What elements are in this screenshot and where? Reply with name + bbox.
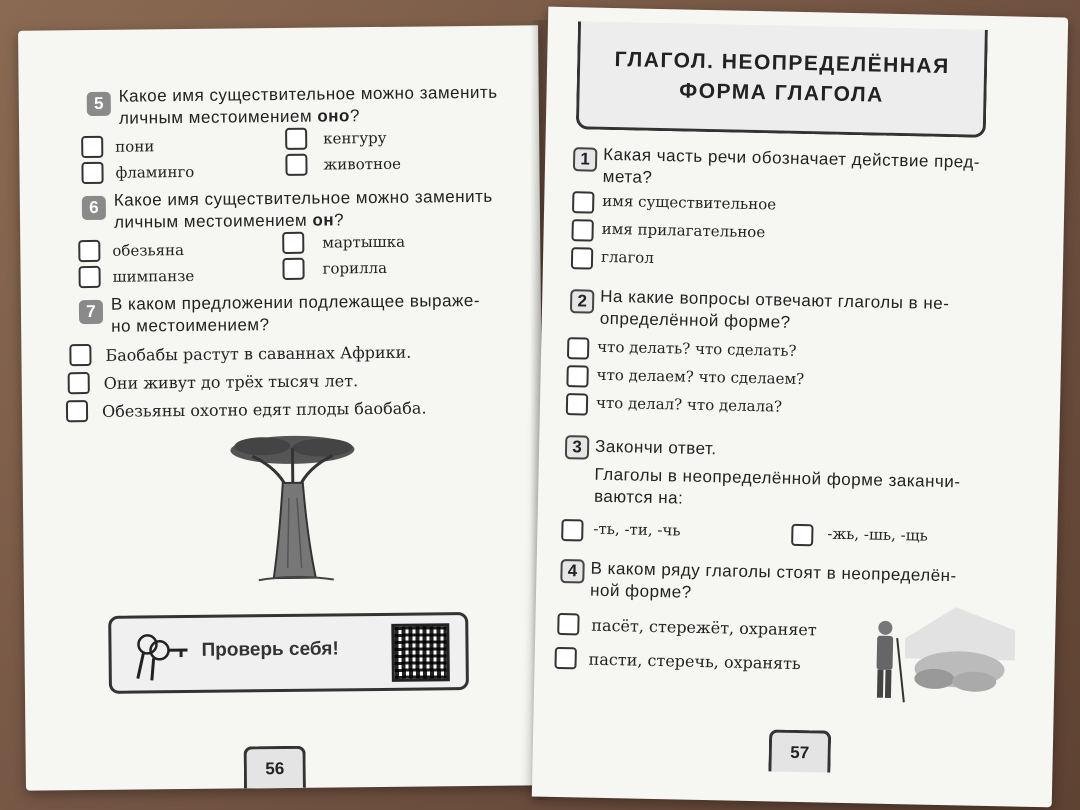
q6-option-1-checkbox[interactable] [78,240,100,262]
q7-option-3-checkbox[interactable] [66,400,88,422]
question-1-text [603,144,1024,197]
question-4-line-2: ной форме? [589,580,692,602]
question-3-sub-line-1: Глаголы в неопределённой форме заканчи- [594,464,961,492]
q2-option-1-label: что делать? что сделать? [597,337,797,360]
check-yourself-box[interactable] [108,612,469,694]
q2-option-3-checkbox[interactable] [566,393,588,415]
q7-option-2-checkbox[interactable] [68,372,90,394]
question-6-mark: ? [333,210,345,230]
question-7-text [111,289,521,337]
q1-option-3-label: глагол [600,247,655,267]
q6-option-3-label: шимпанзе [112,266,195,286]
question-3-number: 3 [565,435,589,459]
q6-option-4-checkbox[interactable] [282,258,304,280]
q5-option-1-label: пони [115,137,155,156]
qr-code-icon[interactable] [391,623,450,682]
q5-option-1-checkbox[interactable] [81,136,103,158]
page-number-right: 57 [768,729,831,772]
q3-option-2-checkbox[interactable] [791,524,813,546]
q6-option-2-checkbox[interactable] [282,232,304,254]
baobab-tree-illustration [222,427,364,588]
left-page [18,25,546,790]
question-7-line-1: В каком предложении подлежащее выраже- [110,290,481,314]
keys-icon [125,628,190,685]
shepherd-illustration [864,597,1016,710]
question-6-body: Какое имя существительное можно заменить личным местоимением [113,186,493,232]
question-4-line-1: В каком ряду глаголы стоят в неопределён- [590,558,957,586]
q6-option-2-label: мартышка [322,232,406,252]
q7-option-1-label: Баобабы растут в саваннах Африки. [105,342,412,365]
check-yourself-label: Проверь себя! [201,638,339,661]
question-6-text [114,186,514,234]
question-1-line-2: мета? [602,166,653,187]
chapter-title-line-2: ФОРМА ГЛАГОЛА [679,78,885,107]
question-5-number: 5 [87,92,111,116]
q5-option-2-checkbox[interactable] [285,128,307,150]
question-2-line-2: определённой форме? [599,308,791,332]
question-2-text [600,286,1021,339]
q1-option-3-checkbox[interactable] [571,247,593,269]
page-number-left: 56 [244,746,306,789]
question-3-subtext [594,464,1015,517]
q4-option-1-checkbox[interactable] [557,613,579,635]
question-5-text [119,82,519,130]
q5-option-3-label: фламинго [115,162,195,182]
q5-option-4-checkbox[interactable] [285,154,307,176]
q1-option-2-label: имя прилагательное [601,219,766,242]
q5-option-2-label: кенгуру [323,128,387,148]
q4-option-2-checkbox[interactable] [554,647,576,669]
q2-option-1-checkbox[interactable] [567,337,589,359]
q1-option-1-checkbox[interactable] [572,191,594,213]
question-4-number: 4 [560,559,584,583]
q4-option-1-label: пасёт, стережёт, охраняет [591,615,817,640]
chapter-title-box [576,21,988,138]
question-2-line-1: На какие вопросы отвечают глаголы в не- [600,286,950,314]
question-1-number: 1 [573,147,597,171]
q5-option-3-checkbox[interactable] [81,162,103,184]
question-5-body: Какое имя существительное можно заменить личным местоимением [118,82,498,128]
question-6-pronoun: он [312,210,335,230]
q2-option-3-label: что делал? что делала? [595,393,783,416]
q1-option-1-label: имя существительное [602,191,777,214]
question-7-line-2: но местоимением? [111,315,270,336]
right-page [532,7,1068,808]
q2-option-2-checkbox[interactable] [566,365,588,387]
q7-option-1-checkbox[interactable] [69,344,91,366]
q7-option-2-label: Они живут до трёх тысяч лет. [103,371,359,393]
q3-option-2-label: -жь, -шь, -щь [827,524,928,545]
q5-option-4-label: животное [323,154,402,174]
question-6-number: 6 [82,196,106,220]
q3-option-1-label: -ть, -ти, -чь [593,519,681,540]
q1-option-2-checkbox[interactable] [571,219,593,241]
chapter-title-line-1: ГЛАГОЛ. НЕОПРЕДЕЛЁННАЯ [614,47,950,78]
question-7-number: 7 [79,300,103,324]
question-1-line-1: Какая часть речи обозначает действие пред- [603,144,981,172]
q6-option-1-label: обезьяна [112,241,185,260]
question-3-sub-line-2: ваются на: [593,486,684,508]
question-3-text: Закончи ответ. [594,436,717,459]
q4-option-2-label: пасти, стеречь, охранять [588,649,801,674]
q6-option-4-label: горилла [322,258,388,278]
question-5-pronoun: оно [317,106,350,126]
q7-option-3-label: Обезьяны охотно едят плоды баобаба. [101,398,427,421]
question-5-mark: ? [349,106,360,126]
question-2-number: 2 [570,289,594,313]
q3-option-1-checkbox[interactable] [561,519,583,541]
q6-option-3-checkbox[interactable] [79,266,101,288]
q2-option-2-label: что делаем? что сделаем? [596,365,805,389]
